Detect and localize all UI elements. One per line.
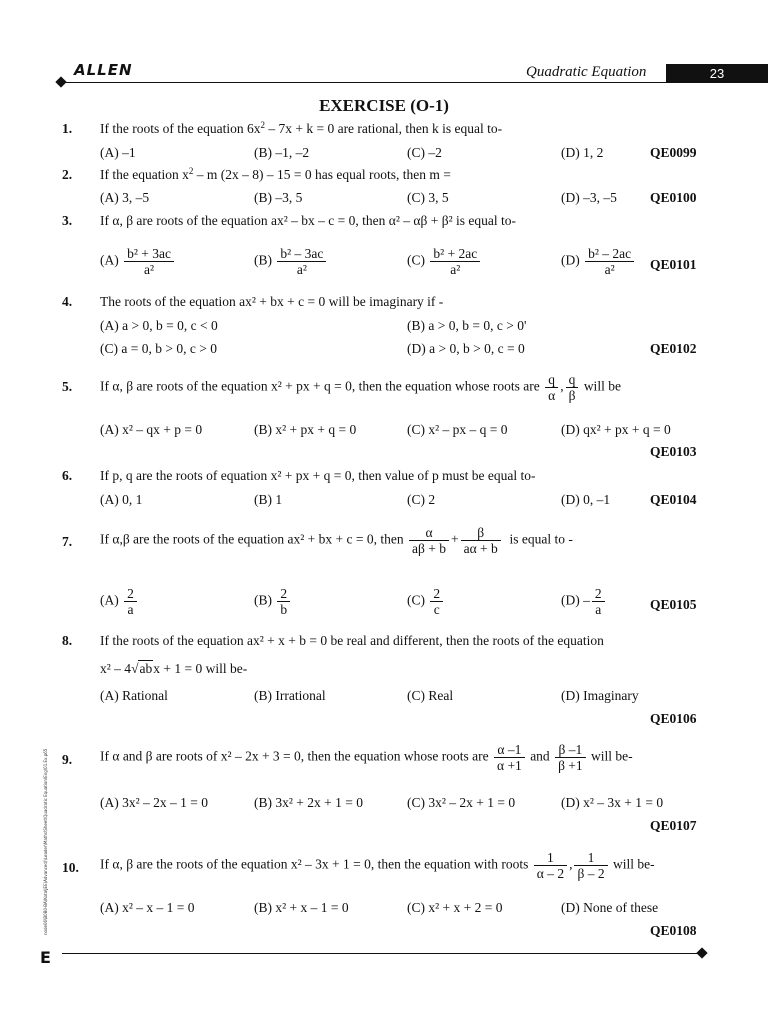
question-code: QE0106 bbox=[650, 711, 697, 726]
option-d: (D) –3, –5 bbox=[561, 190, 617, 205]
question-text: If α and β are roots of x² – 2x + 3 = 0, then the equation whose roots are $\frac{\alpha -1}{\alpha +1}$ and $\frac{\beta -1}{\beta +1}$ will be- bbox=[100, 742, 633, 773]
question-number: 1. bbox=[62, 121, 73, 136]
footer-rule bbox=[62, 953, 702, 954]
question-number: 7. bbox=[62, 534, 73, 549]
question-text: If α, β are roots of the equation x² + px + q = 0, then the equation whose roots are $\frac{q}{\alpha}$ , $\frac{q}{\beta}$ will be bbox=[100, 372, 621, 403]
option-a: (A) 3, –5 bbox=[100, 190, 150, 205]
option-a: (A) 0, 1 bbox=[100, 492, 143, 507]
option-b: (B) x² + px + q = 0 bbox=[254, 422, 357, 437]
question-text: If p, q are the roots of equation x² + px + q = 0, then value of p must be equal to- bbox=[100, 468, 536, 483]
question-code: QE0100 bbox=[650, 190, 697, 205]
footer-diamond bbox=[696, 947, 707, 958]
exercise-title: EXERCISE (O-1) bbox=[319, 96, 449, 115]
question-number: 6. bbox=[62, 468, 73, 483]
option-c: (C) x² + x + 2 = 0 bbox=[407, 900, 503, 915]
allen-logo: ALLEN bbox=[74, 61, 133, 79]
question-text: The roots of the equation ax² + bx + c = 0 will be imaginary if - bbox=[100, 294, 444, 309]
option-c: (C) 2 bbox=[407, 492, 436, 507]
question-code: QE0101 bbox=[650, 257, 697, 272]
question-number: 2. bbox=[62, 167, 73, 182]
option-c: (C) 3, 5 bbox=[407, 190, 449, 205]
option-a: (A) $\frac{\text{b² + 3ac}}{\text{a²}}$ bbox=[100, 246, 176, 277]
option-c: (C) $\frac{\text{b² + 2ac}}{\text{a²}}$ bbox=[407, 246, 482, 277]
option-a: (A) –1 bbox=[100, 145, 136, 160]
question-code: QE0102 bbox=[650, 341, 697, 356]
question-text: If α, β are roots of the equation ax² – bx – c = 0, then α² – αβ + β² is equal to- bbox=[100, 213, 516, 228]
question-text: If the equation $x^2$ – m (2x – 8) – 15 = 0 has equal roots, then m = bbox=[100, 166, 451, 182]
question-code: QE0107 bbox=[650, 818, 697, 833]
option-b: (B) x² + x – 1 = 0 bbox=[254, 900, 349, 915]
option-d: (D) 0, –1 bbox=[561, 492, 611, 507]
option-a: (A) a > 0, b = 0, c < 0 bbox=[100, 318, 218, 333]
option-c: (C) Real bbox=[407, 688, 454, 703]
option-b: (B) –1, –2 bbox=[254, 145, 310, 160]
page-number: 23 bbox=[666, 64, 768, 83]
question-code: QE0105 bbox=[650, 597, 697, 612]
option-a: (A) Rational bbox=[100, 688, 168, 703]
option-d: (D) x² – 3x + 1 = 0 bbox=[561, 795, 664, 810]
option-b: (B) 1 bbox=[254, 492, 283, 507]
chapter-title: Quadratic Equation bbox=[526, 64, 647, 80]
question-number: 5. bbox=[62, 379, 73, 394]
option-c: (C) a = 0, b > 0, c > 0 bbox=[100, 341, 217, 356]
option-b: (B) Irrational bbox=[254, 688, 326, 703]
option-c: (C) –2 bbox=[407, 145, 442, 160]
question-code: QE0104 bbox=[650, 492, 697, 507]
option-d: (D) Imaginary bbox=[561, 688, 639, 703]
question-text: If the roots of the equation ax² + x + b = 0 be real and different, then the roots of the equation bbox=[100, 633, 604, 648]
option-d: (D) 1, 2 bbox=[561, 145, 604, 160]
option-d: (D) – $\frac{2}{a}$ bbox=[561, 586, 607, 617]
option-d: (D) $\frac{\text{b² – 2ac}}{\text{a²}}$ bbox=[561, 246, 636, 277]
question-text: If the roots of the equation $6x^2 - 7x + k = 0$ are rational, then k is equal to- bbox=[100, 120, 503, 136]
option-d: (D) a > 0, b > 0, c = 0 bbox=[407, 341, 525, 356]
option-d: (D) None of these bbox=[561, 900, 659, 915]
question-number: 8. bbox=[62, 633, 73, 648]
question-number: 9. bbox=[62, 752, 73, 767]
option-a: (A) x² – qx + p = 0 bbox=[100, 422, 203, 437]
question-number: 4. bbox=[62, 294, 73, 309]
option-b: (B) –3, 5 bbox=[254, 190, 303, 205]
footer-letter: E bbox=[40, 948, 51, 967]
question-text: If α,β are the roots of the equation ax² + bx + c = 0, then $\frac{\alpha}{a\beta + b}$ + $\frac{\beta}{a\alpha + b}$ is equal to - bbox=[100, 525, 573, 556]
header-rule bbox=[62, 82, 684, 83]
option-c: (C) 3x² – 2x + 1 = 0 bbox=[407, 795, 516, 810]
option-b: (B) $\frac{\text{b² – 3ac}}{\text{a²}}$ bbox=[254, 246, 328, 277]
option-b: (B) 3x² + 2x + 1 = 0 bbox=[254, 795, 364, 810]
question-text-line2: x² – 4√abx + 1 = 0 will be- bbox=[100, 661, 248, 676]
question-code: QE0099 bbox=[650, 145, 697, 160]
option-a: (A) 3x² – 2x – 1 = 0 bbox=[100, 795, 209, 810]
option-b: (B) $\frac{2}{b}$ bbox=[254, 586, 292, 617]
option-a: (A) $\frac{2}{a}$ bbox=[100, 586, 139, 617]
question-code: QE0108 bbox=[650, 923, 697, 938]
question-code: QE0103 bbox=[650, 444, 697, 459]
file-path-margin-text: node06\B0B0-BA\Kota\JEE(Advanced)\Leader\Maths\Sheet\Quadratic Equation\Eng\01.Ex.p65 bbox=[43, 748, 48, 935]
question-number: 10. bbox=[62, 860, 79, 875]
option-a: (A) x² – x – 1 = 0 bbox=[100, 900, 195, 915]
option-b: (B) a > 0, b = 0, c > 0' bbox=[407, 318, 527, 333]
question-number: 3. bbox=[62, 213, 73, 228]
question-text: If α, β are the roots of the equation x² – 3x + 1 = 0, then the equation with roots $\frac{1}{\alpha - 2}$ , $\frac{1}{\beta - 2}$ will be- bbox=[100, 850, 655, 881]
option-d: (D) qx² + px + q = 0 bbox=[561, 422, 671, 437]
option-c: (C) $\frac{2}{c}$ bbox=[407, 586, 445, 617]
option-c: (C) x² – px – q = 0 bbox=[407, 422, 508, 437]
